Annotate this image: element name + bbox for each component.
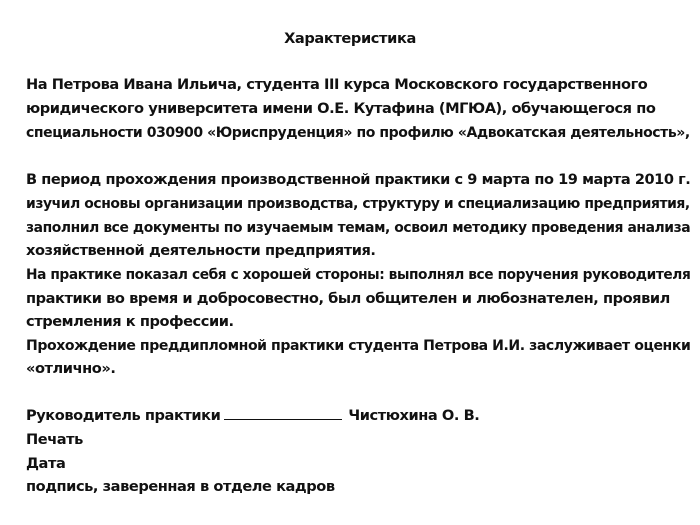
body-line-9: «отлично». <box>26 360 116 377</box>
body-line-2: изучил основы организации производства, структуру и специализацию предприятия, <box>26 195 690 212</box>
supervisor-signature-row <box>26 406 479 426</box>
date-label: Дата <box>26 455 66 472</box>
certified-signature-label: подпись, заверенная в отделе кадров <box>26 478 335 495</box>
intro-line-1: На Петрова Ивана Ильича, студента III курса Московского государственного <box>26 76 648 93</box>
intro-line-3: специальности 030900 «Юриспруденция» по профилю «Адвокатская деятельность», <box>26 124 690 141</box>
body-line-7: стремления к профессии. <box>26 313 234 330</box>
body-line-4: хозяйственной деятельности предприятия. <box>26 242 376 259</box>
document-title: Характеристика <box>284 30 416 47</box>
body-line-3: заполнил все документы по изучаемым темам, освоил методику проведения анализа <box>26 219 691 236</box>
supervisor-name: Чистюхина О. В. <box>348 407 480 424</box>
stamp-label: Печать <box>26 431 83 448</box>
supervisor-label: Руководитель практики <box>26 407 221 424</box>
body-line-8: Прохождение преддипломной практики студента Петрова И.И. заслуживает оценки <box>26 337 691 354</box>
body-line-5: На практике показал себя с хорошей стороны: выполнял все поручения руководителя <box>26 266 691 283</box>
body-line-1: В период прохождения производственной практики с 9 марта по 19 марта 2010 г. <box>26 171 691 188</box>
body-line-6: практики во время и добросовестно, был общителен и любознателен, проявил <box>26 290 670 307</box>
intro-line-2: юридического университета имени О.Е. Кутафина (МГЮА), обучающегося по <box>26 100 656 117</box>
signature-blank-line <box>224 406 342 420</box>
